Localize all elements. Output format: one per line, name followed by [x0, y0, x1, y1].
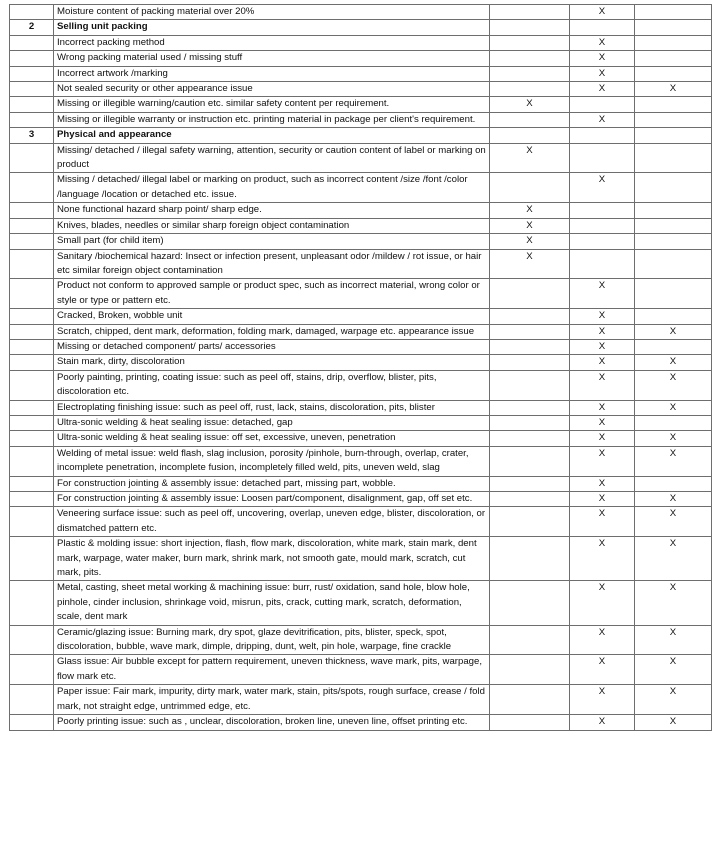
- classification-c-cell: X: [635, 82, 712, 97]
- table-row: [10, 655, 712, 685]
- defect-description-cell: Veneering surface issue: such as peel off, uncovering, overlap, uneven edge, blister, discoloration, or dismatched pattern etc.: [54, 507, 490, 537]
- table-row: [10, 143, 712, 173]
- classification-b-cell: X: [570, 400, 635, 415]
- classification-b-cell: X: [570, 35, 635, 50]
- row-number-cell: [10, 35, 54, 50]
- table-row: [10, 581, 712, 625]
- table-row: [10, 715, 712, 730]
- row-number-cell: [10, 82, 54, 97]
- table-row: [10, 203, 712, 218]
- classification-c-cell: [635, 128, 712, 143]
- classification-c-cell: X: [635, 685, 712, 715]
- table-row: [10, 309, 712, 324]
- classification-b-cell: [570, 97, 635, 112]
- table-row: [10, 625, 712, 655]
- defect-description-cell: Poorly painting, printing, coating issue: such as peel off, stains, drip, overflow, blister, pits, discoloration etc.: [54, 370, 490, 400]
- table-row: [10, 370, 712, 400]
- classification-b-cell: X: [570, 476, 635, 491]
- classification-a-cell: [490, 51, 570, 66]
- classification-a-cell: [490, 581, 570, 625]
- defect-description-cell: Stain mark, dirty, discoloration: [54, 355, 490, 370]
- row-number-cell: [10, 370, 54, 400]
- classification-a-cell: [490, 309, 570, 324]
- classification-c-cell: [635, 279, 712, 309]
- table-row: [10, 685, 712, 715]
- table-row: [10, 82, 712, 97]
- row-number-cell: [10, 173, 54, 203]
- table-row: [10, 492, 712, 507]
- classification-a-cell: X: [490, 218, 570, 233]
- classification-c-cell: X: [635, 446, 712, 476]
- table-row: [10, 249, 712, 279]
- row-number-cell: [10, 537, 54, 581]
- classification-c-cell: X: [635, 355, 712, 370]
- classification-b-cell: [570, 249, 635, 279]
- classification-c-cell: [635, 218, 712, 233]
- classification-a-cell: [490, 507, 570, 537]
- classification-a-cell: [490, 324, 570, 339]
- row-number-cell: [10, 309, 54, 324]
- table-row: [10, 97, 712, 112]
- table-row: [10, 51, 712, 66]
- row-number-cell: [10, 5, 54, 20]
- row-number-cell: [10, 685, 54, 715]
- table-row: [10, 112, 712, 127]
- classification-a-cell: [490, 5, 570, 20]
- row-number-cell: [10, 249, 54, 279]
- classification-a-cell: [490, 112, 570, 127]
- row-number-cell: [10, 97, 54, 112]
- row-number-cell: [10, 415, 54, 430]
- table-row: [10, 446, 712, 476]
- classification-a-cell: [490, 715, 570, 730]
- table-row: [10, 431, 712, 446]
- table-row: [10, 66, 712, 81]
- classification-c-cell: X: [635, 581, 712, 625]
- section-title-cell: Physical and appearance: [54, 128, 490, 143]
- classification-c-cell: [635, 97, 712, 112]
- section-header-row: [10, 128, 712, 143]
- section-title-cell: Selling unit packing: [54, 20, 490, 35]
- row-number-cell: [10, 66, 54, 81]
- defect-description-cell: Incorrect artwork /marking: [54, 66, 490, 81]
- classification-c-cell: [635, 112, 712, 127]
- classification-a-cell: [490, 66, 570, 81]
- classification-c-cell: [635, 476, 712, 491]
- classification-b-cell: X: [570, 625, 635, 655]
- classification-c-cell: [635, 51, 712, 66]
- classification-b-cell: [570, 203, 635, 218]
- classification-b-cell: X: [570, 5, 635, 20]
- defect-description-cell: Missing/ detached / illegal safety warning, attention, security or caution content of label or marking on product: [54, 143, 490, 173]
- classification-a-cell: [490, 355, 570, 370]
- defect-description-cell: Ceramic/glazing issue: Burning mark, dry spot, glaze devitrification, pits, blister, speck, spot, discoloration, bubble, wave mark, dimple, dripping, dunt, welt, pin hole, warpage, fine crackle: [54, 625, 490, 655]
- defect-description-cell: None functional hazard sharp point/ sharp edge.: [54, 203, 490, 218]
- classification-a-cell: [490, 173, 570, 203]
- classification-c-cell: X: [635, 492, 712, 507]
- table-row: [10, 476, 712, 491]
- classification-b-cell: X: [570, 339, 635, 354]
- defect-description-cell: Small part (for child item): [54, 234, 490, 249]
- classification-a-cell: [490, 685, 570, 715]
- classification-a-cell: [490, 492, 570, 507]
- classification-b-cell: X: [570, 581, 635, 625]
- classification-a-cell: [490, 625, 570, 655]
- classification-a-cell: [490, 537, 570, 581]
- classification-a-cell: [490, 20, 570, 35]
- row-number-cell: [10, 143, 54, 173]
- row-number-cell: 2: [10, 20, 54, 35]
- classification-c-cell: X: [635, 507, 712, 537]
- table-row: [10, 173, 712, 203]
- classification-a-cell: [490, 339, 570, 354]
- classification-c-cell: [635, 143, 712, 173]
- classification-a-cell: [490, 128, 570, 143]
- classification-a-cell: X: [490, 249, 570, 279]
- classification-c-cell: [635, 339, 712, 354]
- classification-b-cell: X: [570, 309, 635, 324]
- table-row: [10, 5, 712, 20]
- classification-c-cell: [635, 249, 712, 279]
- defect-description-cell: Plastic & molding issue: short injection, flash, flow mark, discoloration, white mark, stain mark, dent mark, warpage, water maker, burn mark, shrink mark, not smooth gate, mould mark, scratch, cut mark, pits.: [54, 537, 490, 581]
- classification-a-cell: [490, 415, 570, 430]
- defect-description-cell: Knives, blades, needles or similar sharp foreign object contamination: [54, 218, 490, 233]
- classification-b-cell: X: [570, 66, 635, 81]
- row-number-cell: [10, 234, 54, 249]
- defect-description-cell: Glass issue: Air bubble except for pattern requirement, uneven thickness, wave mark, pits, warpage, flow mark etc.: [54, 655, 490, 685]
- defect-description-cell: For construction jointing & assembly issue: Loosen part/component, disalignment, gap, off set etc.: [54, 492, 490, 507]
- classification-c-cell: [635, 203, 712, 218]
- classification-c-cell: [635, 5, 712, 20]
- row-number-cell: [10, 625, 54, 655]
- row-number-cell: [10, 355, 54, 370]
- defect-description-cell: Metal, casting, sheet metal working & machining issue: burr, rust/ oxidation, sand hole, blow hole, pinhole, cinder inclusion, shrinkage void, misrun, pits, crack, cutting mark, scratch, deformation, scale, dent mark: [54, 581, 490, 625]
- classification-a-cell: [490, 35, 570, 50]
- table-row: [10, 279, 712, 309]
- classification-a-cell: [490, 655, 570, 685]
- classification-b-cell: X: [570, 431, 635, 446]
- classification-c-cell: X: [635, 400, 712, 415]
- defect-description-cell: For construction jointing & assembly issue: detached part, missing part, wobble.: [54, 476, 490, 491]
- row-number-cell: [10, 339, 54, 354]
- classification-b-cell: X: [570, 415, 635, 430]
- classification-a-cell: [490, 431, 570, 446]
- classification-b-cell: [570, 128, 635, 143]
- defect-description-cell: Electroplating finishing issue: such as peel off, rust, lack, stains, discoloration, pits, blister: [54, 400, 490, 415]
- defect-description-cell: Welding of metal issue: weld flash, slag inclusion, porosity /pinhole, burn-through, overlap, crater, incomplete penetration, incomplete fusion, incompletely filled weld, pits, uneven weld, slag: [54, 446, 490, 476]
- classification-b-cell: X: [570, 112, 635, 127]
- defect-description-cell: Ultra-sonic welding & heat sealing issue: off set, excessive, uneven, penetration: [54, 431, 490, 446]
- row-number-cell: [10, 279, 54, 309]
- classification-b-cell: [570, 143, 635, 173]
- table-row: [10, 35, 712, 50]
- classification-a-cell: X: [490, 203, 570, 218]
- row-number-cell: [10, 581, 54, 625]
- table-row: [10, 400, 712, 415]
- table-row: [10, 218, 712, 233]
- classification-a-cell: X: [490, 97, 570, 112]
- row-number-cell: [10, 507, 54, 537]
- classification-a-cell: [490, 476, 570, 491]
- defect-description-cell: Missing or illegible warranty or instruction etc. printing material in package per client's requirement.: [54, 112, 490, 127]
- classification-b-cell: X: [570, 715, 635, 730]
- classification-c-cell: [635, 20, 712, 35]
- classification-b-cell: [570, 20, 635, 35]
- section-header-row: [10, 20, 712, 35]
- table-row: [10, 537, 712, 581]
- row-number-cell: 3: [10, 128, 54, 143]
- classification-c-cell: X: [635, 324, 712, 339]
- classification-b-cell: X: [570, 82, 635, 97]
- classification-c-cell: X: [635, 655, 712, 685]
- classification-b-cell: [570, 234, 635, 249]
- classification-b-cell: X: [570, 446, 635, 476]
- classification-a-cell: [490, 446, 570, 476]
- classification-c-cell: [635, 173, 712, 203]
- classification-b-cell: X: [570, 685, 635, 715]
- defect-description-cell: Cracked, Broken, wobble unit: [54, 309, 490, 324]
- classification-c-cell: [635, 415, 712, 430]
- classification-b-cell: X: [570, 324, 635, 339]
- classification-a-cell: [490, 82, 570, 97]
- classification-c-cell: X: [635, 537, 712, 581]
- defect-description-cell: Wrong packing material used / missing stuff: [54, 51, 490, 66]
- classification-b-cell: X: [570, 355, 635, 370]
- classification-b-cell: [570, 218, 635, 233]
- classification-a-cell: X: [490, 234, 570, 249]
- classification-c-cell: X: [635, 370, 712, 400]
- classification-c-cell: X: [635, 715, 712, 730]
- classification-c-cell: X: [635, 431, 712, 446]
- table-row: [10, 415, 712, 430]
- table-body: [10, 5, 712, 731]
- classification-b-cell: X: [570, 370, 635, 400]
- row-number-cell: [10, 400, 54, 415]
- defect-description-cell: Not sealed security or other appearance issue: [54, 82, 490, 97]
- defect-classification-table: [9, 4, 712, 731]
- classification-c-cell: [635, 66, 712, 81]
- table-row: [10, 234, 712, 249]
- classification-c-cell: [635, 35, 712, 50]
- table-row: [10, 507, 712, 537]
- classification-c-cell: X: [635, 625, 712, 655]
- table-row: [10, 355, 712, 370]
- classification-c-cell: [635, 309, 712, 324]
- classification-b-cell: X: [570, 655, 635, 685]
- table-row: [10, 339, 712, 354]
- row-number-cell: [10, 492, 54, 507]
- defect-description-cell: Missing or illegible warning/caution etc. similar safety content per requirement.: [54, 97, 490, 112]
- row-number-cell: [10, 218, 54, 233]
- row-number-cell: [10, 112, 54, 127]
- table-row: [10, 324, 712, 339]
- row-number-cell: [10, 715, 54, 730]
- row-number-cell: [10, 51, 54, 66]
- classification-b-cell: X: [570, 279, 635, 309]
- row-number-cell: [10, 431, 54, 446]
- classification-a-cell: [490, 370, 570, 400]
- row-number-cell: [10, 476, 54, 491]
- defect-description-cell: Paper issue: Fair mark, impurity, dirty mark, water mark, stain, pits/spots, rough surface, crease / fold mark, not straight edge, untrimmed edge, etc.: [54, 685, 490, 715]
- defect-description-cell: Scratch, chipped, dent mark, deformation, folding mark, damaged, warpage etc. appearance issue: [54, 324, 490, 339]
- defect-description-cell: Moisture content of packing material over 20%: [54, 5, 490, 20]
- classification-b-cell: X: [570, 507, 635, 537]
- defect-description-cell: Sanitary /biochemical hazard: Insect or infection present, unpleasant odor /mildew / rot issue, or hair etc similar foreign object contamination: [54, 249, 490, 279]
- defect-description-cell: Incorrect packing method: [54, 35, 490, 50]
- classification-b-cell: X: [570, 537, 635, 581]
- row-number-cell: [10, 655, 54, 685]
- classification-b-cell: X: [570, 51, 635, 66]
- classification-a-cell: X: [490, 143, 570, 173]
- classification-b-cell: X: [570, 492, 635, 507]
- row-number-cell: [10, 203, 54, 218]
- defect-description-cell: Missing or detached component/ parts/ accessories: [54, 339, 490, 354]
- classification-c-cell: [635, 234, 712, 249]
- classification-b-cell: X: [570, 173, 635, 203]
- defect-classification-table-sheet: [9, 4, 711, 731]
- row-number-cell: [10, 324, 54, 339]
- defect-description-cell: Missing / detached/ illegal label or marking on product, such as incorrect content /size /font /color /language /location or detached etc. issue.: [54, 173, 490, 203]
- defect-description-cell: Poorly printing issue: such as , unclear, discoloration, broken line, uneven line, offset printing etc.: [54, 715, 490, 730]
- defect-description-cell: Product not conform to approved sample or product spec, such as incorrect material, wrong color or style or type or pattern etc.: [54, 279, 490, 309]
- row-number-cell: [10, 446, 54, 476]
- defect-description-cell: Ultra-sonic welding & heat sealing issue: detached, gap: [54, 415, 490, 430]
- classification-a-cell: [490, 279, 570, 309]
- classification-a-cell: [490, 400, 570, 415]
